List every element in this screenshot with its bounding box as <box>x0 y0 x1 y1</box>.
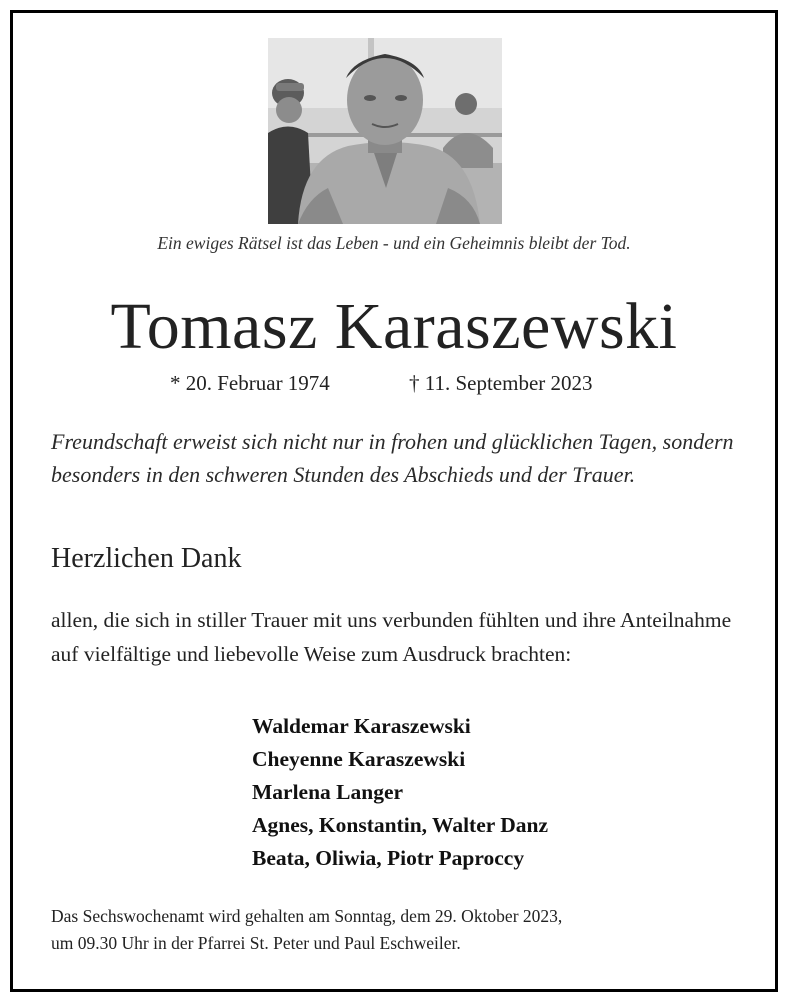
service-notice-line-2: um 09.30 Uhr in der Pfarrei St. Peter und Paul Eschweiler. <box>51 933 461 953</box>
mourners-list <box>252 710 548 875</box>
friendship-quote: Freundschaft erweist sich nicht nur in frohen und glücklichen Tagen, sondern besonders in den schweren Stunden des Abschieds und der Trauer. <box>51 429 734 487</box>
death-date: † 11. September 2023 <box>409 371 593 395</box>
service-notice-line-1: Das Sechswochenamt wird gehalten am Sonntag, dem 29. Oktober 2023, <box>51 906 563 926</box>
thanks-heading: Herzlichen Dank <box>51 543 242 574</box>
mourner-name: Waldemar Karaszewski <box>252 714 471 738</box>
obituary-notice <box>10 10 778 992</box>
mourner-name: Cheyenne Karaszewski <box>252 747 466 771</box>
thanks-text: allen, die sich in stiller Trauer mit uns verbunden fühlten und ihre Anteilnahme auf vielfältige und liebevolle Weise zum Ausdruck brachten: <box>51 608 732 666</box>
service-notice <box>51 903 751 957</box>
mourner-name: Marlena Langer <box>252 780 404 804</box>
portrait-photo <box>268 38 502 224</box>
birth-date: * 20. Februar 1974 <box>170 371 330 395</box>
deceased-name: Tomasz Karaszewski <box>110 290 678 363</box>
mourner-name: Beata, Oliwia, Piotr Paproccy <box>252 846 525 870</box>
motto: Ein ewiges Rätsel ist das Leben - und ein Geheimnis bleibt der Tod. <box>157 233 631 253</box>
mourner-name: Agnes, Konstantin, Walter Danz <box>252 813 549 837</box>
